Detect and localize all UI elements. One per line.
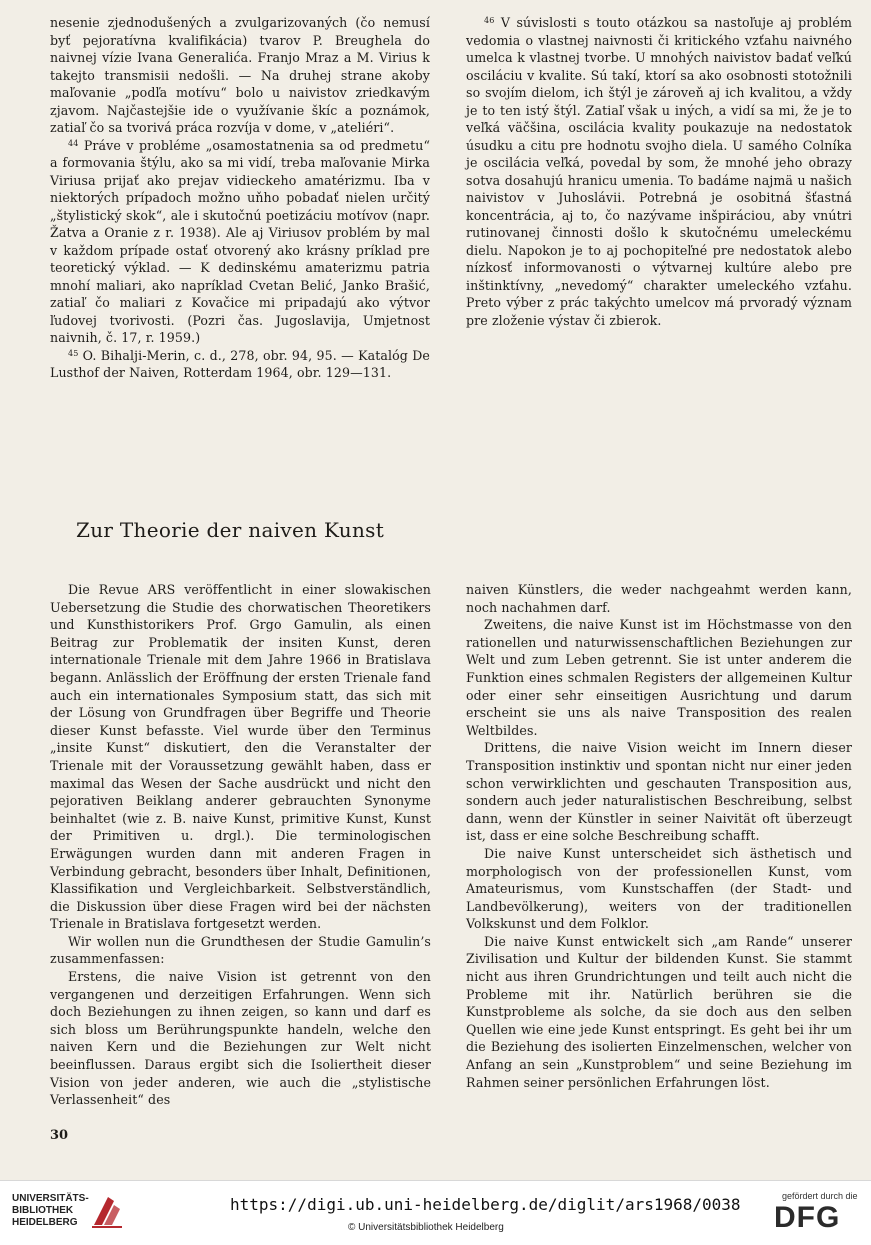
footnote-44: $^{44}$ Práve v probléme „osamostatnenia sa od predmetu“ a formovania štýlu, ako sa mi vidí, treba maľovanie Mirka Viriusa prijať ako prejav vidieckeho amatérizmu. Iba v niektorých prípadoch možno uňho pobadať nielen určitý „štylistický skok“, ale i skutočnú poetizáciu motívov (napr. Žatva a Oranie z r. 1938). Ale aj Viriusov problém by mal v každom prípade ostať otvorený ako krásny príklad pre teoretický výklad. — K dedinskému amaterizmu patria mnohí maliari, ako napríklad Cvetan Belić, Janko Brašić, zatiaľ čo maliari z Kovačice mi pripadajú ako výtvor ľudovej tvorivosti. (Pozri čas. Jugoslavija, Umjetnost naivnih, č. 17, r. 1959.) (50, 137, 430, 345)
dfg-logo: DFG (774, 1201, 841, 1234)
paragraph: Wir wollen nun die Grundthesen der Studie Gamulin’s zusammenfassen: (50, 933, 431, 967)
footnote-45: $^{45}$ O. Bihalji-Merin, c. d., 278, obr. 94, 95. — Katalóg De Lusthof der Naiven, Rotterdam 1964, obr. 129—131. (50, 347, 430, 380)
paragraph: Die naive Kunst entwickelt sich „am Rande“ unserer Zivilisation und Kultur der bildenden Kunst. Sie stammt nicht aus ihren Grundrichtungen und teilt auch nicht die Probleme mit ihr. Natürlich berühren sie die Kunstprobleme als solche, da sie doch aus den selben Quellen wie eine jede Kunst entspringt. Es geht bei ihr um die Beziehung des isolierten Einzelmenschen, welcher von Anfang an sein „Kunstproblem“ und seine Beziehung im Rahmen seiner persönlichen Erfahrungen löst. (466, 933, 852, 1090)
copyright-notice: © Universitätsbibliothek Heidelberg (348, 1222, 504, 1233)
footnotes-left-column (50, 14, 430, 382)
permalink-url[interactable]: https://digi.ub.uni-heidelberg.de/diglit/ars1968/0038 (230, 1195, 741, 1214)
footnote-number: 45 (68, 348, 79, 358)
paragraph: Drittens, die naive Vision weicht im Innern dieser Transposition instinktiv und spontan nicht nur einer jeden schon verwirklichten und geschauten Transposition aus, sondern auch jeder naturalistischen Beschreibung, selbst dann, wenn der Künstler in seiner Naivität oft überzeugt ist, dass er eine solche Beschreibung schafft. (466, 740, 852, 844)
paragraph: naiven Künstlers, die weder nachgeahmt werden kann, noch nachahmen darf. (466, 582, 852, 615)
footnote-number: 44 (68, 138, 79, 148)
paragraph: Die Revue ARS veröffentlicht in einer slowakischen Uebersetzung die Studie des chorwatischen Theoretikers und Kunsthistorikers Prof. Grgo Gamulin, als einen Beitrag zur Problematik der insiten Kunst, deren internationale Trienale mit dem Jahre 1966 in Bratislava begann. Anlässlich der Eröffnung der ersten Trienale fand auch ein internationales Symposium statt, das sich mit der Lösung von Grundfragen über Begriffe und Theorie dieser Kunst befasste. Viel wurde über den Terminus „insite Kunst“ diskutiert, den die Veranstalter der Trienale mit der Voraussetzung gewählt haben, dass er maximal das Wesen der Sache ausdrückt und nicht den pejorativen Beiklang anderer gebrauchten Synonyme beinhaltet (wie z. B. naive Kunst, primitive Kunst, Kunst der Primitiven u. drgl.). Die terminologischen Erwägungen wurden dann mit anderen Fragen in Verbindung gebracht, besonders über Inhalt, Definitionen, Klassifikation und Vergleichbarkeit. Selbstverständlich, die Diskussion über diese Fragen wird bei der nächsten Trienale in Bratislava fortgesetzt werden. (50, 582, 431, 932)
page-number: 30 (50, 1128, 69, 1143)
funder-note: gefördert durch die (782, 1191, 858, 1201)
footnote-46: $^{46}$ V súvislosti s touto otázkou sa nastoľuje aj problém vedomia o vlastnej naivnosti či kritického vzťahu naivného umelca k vlastnej tvorbe. U mnohých naivistov badať veľkú osciláciu v kvalite. Sú takí, ktorí sa ako osobnosti stotožnili so svojím dielom, ich štýl je zároveň aj ich kvalitou, a vždy je to ten istý štýl. Zatiaľ však u iných, a vidí sa mi, že je to veľká väčšina, oscilácia kvality poukazuje na nedostatok úsudku a citu pre hodnotu svojho diela. U samého Colníka je oscilácia veľká, povedal by som, že mnohé jeho obrazy sotva dosahujú hranicu umenia. To badáme najmä u našich naivistov v Juhoslávii. Potrebná je osobitná šťastná koncentrácia, aj to, čo nazývame inšpiráciou, aby vnútri rutinovanej činnosti došlo k skutočnému umeleckému dielu. Napokon je to aj pochopiteľné pre nedostatok alebo nízkosť informovanosti o výtvarnej kultúre alebo pre inštinktívny, „nevedomý“ charakter umeleckého vzťahu. Preto výber z prác takýchto umelcov má prvoradý význam pre zloženie výstav či zbierok. (466, 15, 852, 328)
article-right-column (466, 581, 852, 1091)
footnote-number: 46 (484, 16, 495, 25)
paragraph: Erstens, die naive Vision ist getrennt von den vergangenen und derzeitigen Erfahrungen. Wenn sich doch Beziehungen zu ihnen zeigen, so kann und darf es sich bloss um Berührungspunkte handeln, welche den naiven Kern und die Beziehungen zur Welt nicht beeinflussen. Daraus ergibt sich die Isoliertheit dieser Vision von jeder anderen, wie auch die „stylistische Verlassenheit“ des (50, 969, 431, 1108)
paragraph: Zweitens, die naive Kunst ist im Höchstmasse von den rationellen und naturwissenschaftlichen Beziehungen zur Welt und zum Leben getrennt. Sie ist unter anderem die Funktion eines schmalen Registers der allgemeinen Kultur oder einer sehr einseitigen Ausrichtung und darum erscheint sie uns als naive Transposition des realen Weltbildes. (466, 617, 852, 738)
library-logo-icon (88, 1191, 128, 1231)
footnote-continuation: nesenie zjednodušených a zvulgarizovaných (čo nemusí byť pejoratívna kvalifikácia) tvarov P. Breughela do naivnej vízie Ivana Generalića. Franjo Mraz a M. Virius k takejto transmisii nedošli. — Na druhej strane akoby maľovanie „podľa motívu“ bolo u naivistov zriedkavým zjavom. Najčastejšie ide o využívanie škíc a poznámok, zatiaľ čo sa tvorivá práca rozvíja v dome, v „ateliéri“. (50, 15, 430, 135)
footnotes-right-column (466, 14, 852, 329)
paragraph: Die naive Kunst unterscheidet sich ästhetisch und morphologisch von der professionellen Kunst, vom Amateurismus, vom Kunstschaffen (der Stadt- und Landbevölkerung), weiters von der traditionellen Volkskunst und dem Folklor. (466, 845, 852, 932)
article-left-column (50, 581, 431, 1109)
article-heading: Zur Theorie der naiven Kunst (76, 518, 385, 542)
digitization-footer (0, 1180, 871, 1245)
library-name: UNIVERSITÄTS- BIBLIOTHEK HEIDELBERG (12, 1193, 89, 1228)
